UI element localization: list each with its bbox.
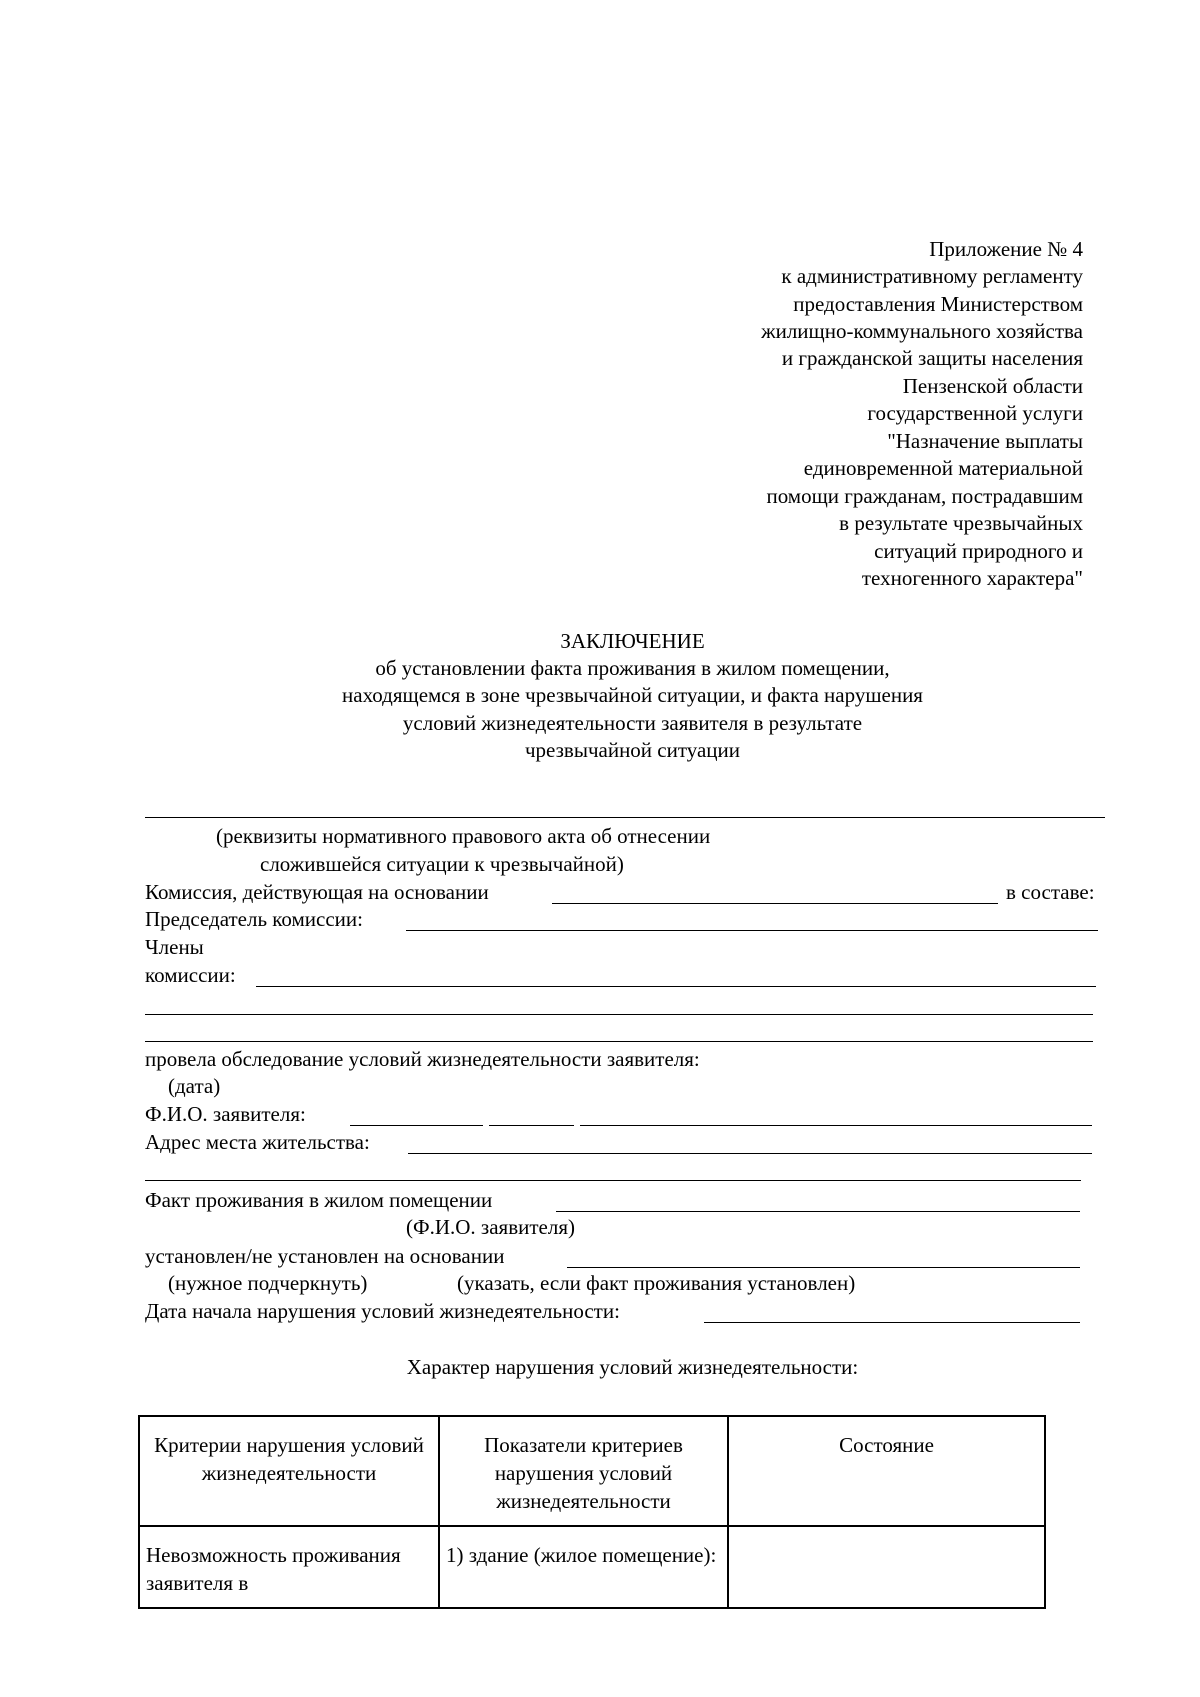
appendix-line: государственной услуги [867,401,1083,425]
appendix-line: помощи гражданам, пострадавшим [766,484,1083,508]
criteria-table [138,1415,1046,1609]
chairman-field[interactable] [406,930,1098,931]
fact-label: Факт проживания в жилом помещении [145,1188,493,1212]
members-label: комиссии: [145,963,236,987]
members-field[interactable] [256,986,1096,987]
cell-indicator: 1) здание (жилое помещение): [439,1526,728,1608]
underline-caption: (нужное подчеркнуть) [168,1271,368,1295]
nature-heading: Характер нарушения условий жизнедеятельности: [406,1355,859,1379]
header-criteria: Критерии нарушения условий жизнедеятельности [139,1416,439,1526]
address-label: Адрес места жительства: [145,1130,370,1154]
appendix-line: предоставления Министерством [793,292,1083,316]
table-header-row [139,1416,1045,1526]
act-caption: сложившейся ситуации к чрезвычайной) [260,852,624,876]
fio-name-field[interactable] [489,1125,574,1126]
title-heading: ЗАКЛЮЧЕНИЕ [560,629,705,653]
appendix-line: в результате чрезвычайных [839,511,1083,535]
fio-patronymic-field[interactable] [580,1125,1092,1126]
start-date-label: Дата начала нарушения условий жизнедеятельности: [145,1299,620,1323]
appendix-line: Приложение № 4 [929,237,1083,261]
appendix-line: жилищно-коммунального хозяйства [761,319,1083,343]
members-field[interactable] [145,1041,1093,1042]
appendix-line: техногенного характера" [861,566,1083,590]
address-field[interactable] [145,1180,1081,1181]
table-row [139,1526,1045,1608]
fio-surname-field[interactable] [350,1125,483,1126]
cell-state[interactable] [728,1526,1045,1608]
appendix-line: и гражданской защиты населения [781,346,1083,370]
header-state: Состояние [728,1416,1045,1526]
appendix-line: "Назначение выплаты [887,429,1083,453]
title-line: об установлении факта проживания в жилом помещении, [375,656,890,680]
cell-criterion: Невозможность проживания заявителя в [139,1526,439,1608]
act-details-field[interactable] [145,817,1105,818]
fio-label: Ф.И.О. заявителя: [145,1102,306,1126]
act-caption: (реквизиты нормативного правового акта об отнесении [216,824,711,848]
members-field[interactable] [145,1014,1093,1015]
appendix-line: единовременной материальной [803,456,1083,480]
fact-field[interactable] [556,1211,1080,1212]
start-date-field[interactable] [704,1322,1080,1323]
chairman-label: Председатель комиссии: [145,907,363,931]
header-indicators: Показатели критериев нарушения условий жизнедеятельности [439,1416,728,1526]
title-line: чрезвычайной ситуации [524,738,741,762]
commission-basis-field[interactable] [552,903,998,904]
appendix-line: Пензенской области [902,374,1083,398]
in-composition-label: в составе: [1006,880,1095,904]
fact-caption: (Ф.И.О. заявителя) [406,1215,575,1239]
established-basis-field[interactable] [567,1267,1080,1268]
title-line: находящемся в зоне чрезвычайной ситуации, и факта нарушения [342,683,923,707]
survey-label: провела обследование условий жизнедеятельности заявителя: [145,1047,700,1071]
appendix-line: к административному регламенту [781,264,1083,288]
specify-caption: (указать, если факт проживания установлен) [457,1271,856,1295]
members-label: Члены [145,935,204,959]
established-label: установлен/не установлен на основании [145,1244,505,1268]
commission-basis-label: Комиссия, действующая на основании [145,880,489,904]
date-caption: (дата) [168,1074,221,1098]
address-field[interactable] [408,1153,1092,1154]
appendix-line: ситуаций природного и [874,539,1083,563]
title-line: условий жизнедеятельности заявителя в результате [402,711,863,735]
